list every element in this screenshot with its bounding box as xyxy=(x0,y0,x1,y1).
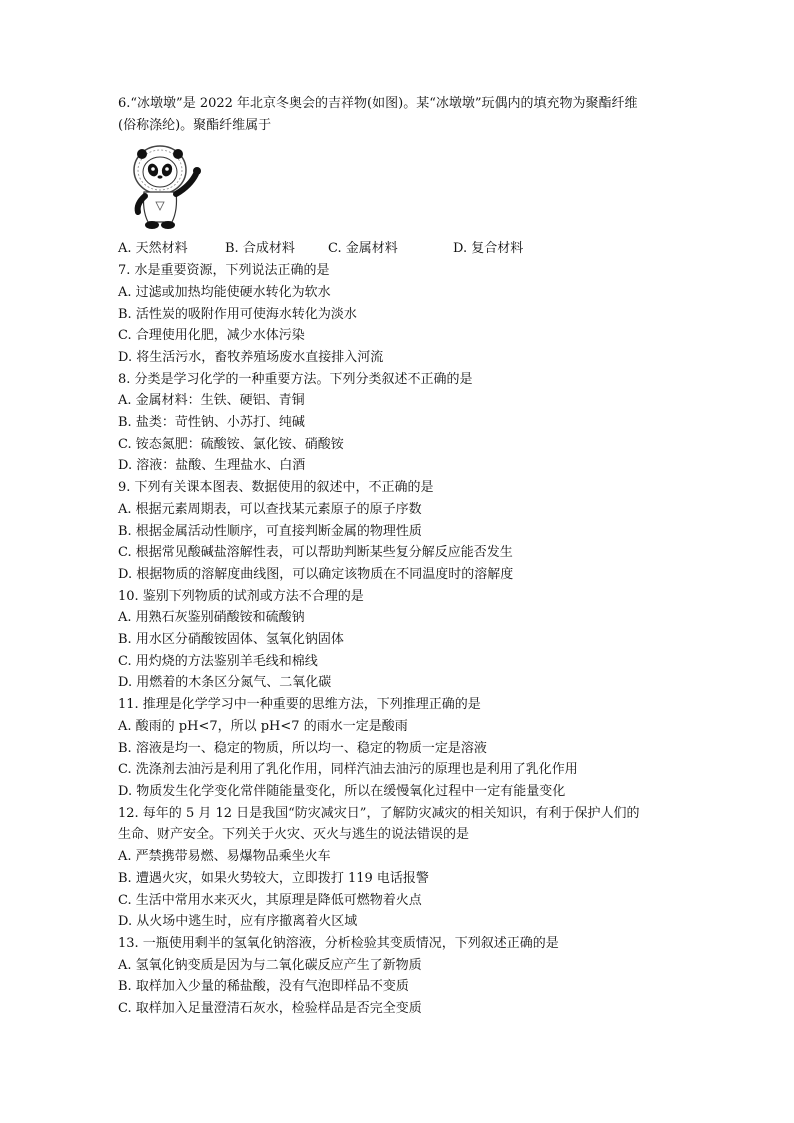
option-d: D. 用燃着的木条区分氮气、二氧化碳 xyxy=(118,675,332,691)
question-8 xyxy=(118,369,678,478)
option-d: D. 物质发生化学变化常伴随能量变化，所以在缓慢氧化过程中一定有能量变化 xyxy=(118,783,566,799)
option-b: B. 根据金属活动性顺序，可直接判断金属的物理性质 xyxy=(118,523,422,539)
option-c: C. 洗涤剂去油污是利用了乳化作用，同样汽油去油污的原理也是利用了乳化作用 xyxy=(118,762,578,778)
option-b: B. 溶液是均一、稳定的物质，所以均一、稳定的物质一定是溶液 xyxy=(118,740,487,756)
question-6 xyxy=(118,93,678,260)
option-a: A. 天然材料 xyxy=(118,241,188,257)
question-9-stem: 9. 下列有关课本图表、数据使用的叙述中，不正确的是 xyxy=(118,480,434,496)
question-10-stem: 10. 鉴别下列物质的试剂或方法不合理的是 xyxy=(118,588,364,604)
question-12-stem-line1: 12. 每年的 5 月 12 日是我国“防灾减灾日”，了解防灾减灾的相关知识，有利于保护人们的 xyxy=(118,805,640,821)
option-b: B. 合成材料 xyxy=(225,241,295,257)
option-d: D. 根据物质的溶解度曲线图，可以确定该物质在不同温度时的溶解度 xyxy=(118,566,514,582)
question-7 xyxy=(118,260,678,369)
option-c: C. 金属材料 xyxy=(328,241,398,257)
question-13 xyxy=(118,933,678,1020)
option-a: A. 用熟石灰鉴别硝酸铵和硫酸钠 xyxy=(118,610,305,626)
option-c: C. 合理使用化肥，减少水体污染 xyxy=(118,328,305,344)
option-a: A. 过滤或加热均能使硬水转化为软水 xyxy=(118,284,331,300)
option-c: C. 生活中常用水来灭火，其原理是降低可燃物着火点 xyxy=(118,892,422,908)
question-9 xyxy=(118,477,678,586)
option-b: B. 用水区分硝酸铵固体、氢氧化钠固体 xyxy=(118,632,344,648)
question-11-stem: 11. 推理是化学学习中一种重要的思维方法，下列推理正确的是 xyxy=(118,697,481,713)
option-a: A. 金属材料：生铁、硬铝、青铜 xyxy=(118,393,305,409)
option-a: A. 严禁携带易燃、易爆物品乘坐火车 xyxy=(118,849,331,865)
option-c: C. 用灼烧的方法鉴别羊毛线和棉线 xyxy=(118,653,318,669)
option-c: C. 取样加入足量澄清石灰水，检验样品是否完全变质 xyxy=(118,1001,422,1017)
question-6-options xyxy=(118,238,678,260)
option-d: D. 复合材料 xyxy=(453,241,524,257)
bing-dwen-dwen-mascot-image xyxy=(120,140,212,232)
option-d: D. 溶液：盐酸、生理盐水、白酒 xyxy=(118,458,306,474)
option-b: B. 取样加入少量的稀盐酸，没有气泡即样品不变质 xyxy=(118,979,409,995)
option-d: D. 将生活污水，畜牧养殖场废水直接排入河流 xyxy=(118,349,384,365)
option-c: C. 铵态氮肥：硫酸铵、氯化铵、硝酸铵 xyxy=(118,436,344,452)
question-8-stem: 8. 分类是学习化学的一种重要方法。下列分类叙述不正确的是 xyxy=(118,371,473,387)
question-12 xyxy=(118,803,678,933)
option-b: B. 活性炭的吸附作用可使海水转化为淡水 xyxy=(118,306,357,322)
option-a: A. 酸雨的 pH<7，所以 pH<7 的雨水一定是酸雨 xyxy=(118,718,408,734)
option-a: A. 氢氧化钠变质是因为与二氧化碳反应产生了新物质 xyxy=(118,957,422,973)
question-12-stem-line2: 生命、财产安全。下列关于火灾、灭火与逃生的说法错误的是 xyxy=(118,827,470,843)
exam-page xyxy=(118,93,678,1020)
question-10 xyxy=(118,586,678,695)
question-11 xyxy=(118,694,678,803)
question-13-stem: 13. 一瓶使用剩半的氢氧化钠溶液，分析检验其变质情况，下列叙述正确的是 xyxy=(118,935,559,951)
option-a: A. 根据元素周期表，可以查找某元素原子的原子序数 xyxy=(118,501,422,517)
option-c: C. 根据常见酸碱盐溶解性表，可以帮助判断某些复分解反应能否发生 xyxy=(118,545,513,561)
question-7-stem: 7. 水是重要资源，下列说法正确的是 xyxy=(118,263,330,279)
option-b: B. 盐类：苛性钠、小苏打、纯碱 xyxy=(118,415,305,431)
option-b: B. 遭遇火灾，如果火势较大，立即拨打 119 电话报警 xyxy=(118,870,429,886)
question-6-stem-line2: (俗称涤纶)。聚酯纤维属于 xyxy=(118,117,272,133)
question-6-stem-line1: 6.“冰墩墩”是 2022 年北京冬奥会的吉祥物(如图)。某“冰墩墩”玩偶内的填充物为聚酯纤维 xyxy=(118,96,638,111)
option-d: D. 从火场中逃生时，应有序撤离着火区域 xyxy=(118,914,358,930)
